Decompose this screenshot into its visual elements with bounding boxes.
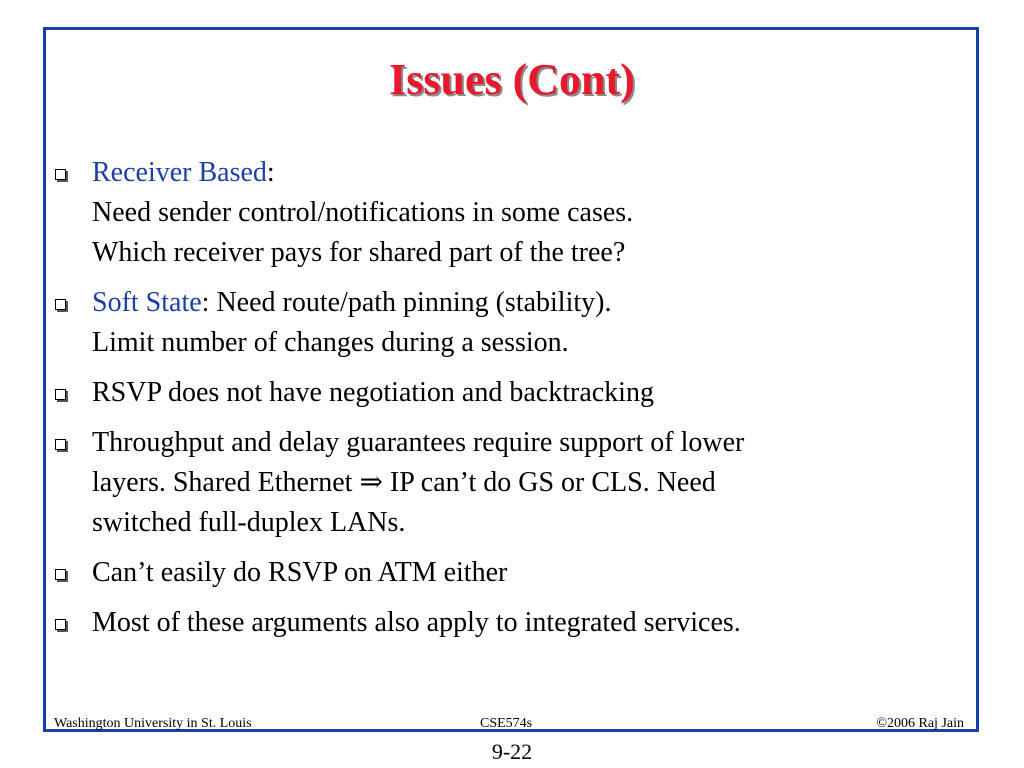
term-suffix: : [266, 157, 275, 188]
bullet-line: RSVP does not have negotiation and backtracking [92, 377, 654, 408]
bullet-receiver-based [50, 153, 950, 273]
bullet-line: layers. Shared Ethernet ⇒ IP can’t do GS or CLS. Need [92, 467, 716, 498]
hollow-square-bullet-icon [55, 169, 66, 180]
bullet-text: : Need route/path pinning (stability). [201, 287, 612, 318]
page-number: 9-22 [491, 739, 533, 764]
slide-title: Issues (Cont) [389, 55, 635, 104]
bullet-rsvp-atm [50, 553, 950, 593]
bullet-line: Can’t easily do RSVP on ATM either [92, 557, 508, 588]
bullet-line [92, 283, 950, 323]
bullet-line: switched full-duplex LANs. [92, 507, 406, 538]
footer-institution: Washington University in St. Louis [54, 716, 252, 731]
bullet-line: Limit number of changes during a session. [92, 327, 569, 358]
bullet-list [50, 153, 950, 653]
bullet-line: Need sender control/notifications in some cases. [92, 197, 634, 228]
bullet-line: Most of these arguments also apply to integrated services. [92, 607, 741, 638]
hollow-square-bullet-icon [55, 619, 66, 630]
hollow-square-bullet-icon [55, 439, 66, 450]
bullet-line: Which receiver pays for shared part of the tree? [92, 237, 626, 268]
bullet-soft-state [50, 283, 950, 363]
hollow-square-bullet-icon [55, 569, 66, 580]
bullet-throughput-delay [50, 423, 950, 543]
footer-course: CSE574s [480, 716, 533, 731]
bullet-rsvp-negotiation [50, 373, 950, 413]
term-label: Receiver Based [92, 157, 267, 188]
hollow-square-bullet-icon [55, 299, 66, 310]
hollow-square-bullet-icon [55, 389, 66, 400]
term-label: Soft State [92, 287, 202, 318]
footer-copyright: ©2006 Raj Jain [876, 716, 964, 731]
bullet-line: Throughput and delay guarantees require support of lower [92, 427, 745, 458]
bullet-line [92, 153, 950, 193]
bullet-integrated-services [50, 603, 950, 643]
